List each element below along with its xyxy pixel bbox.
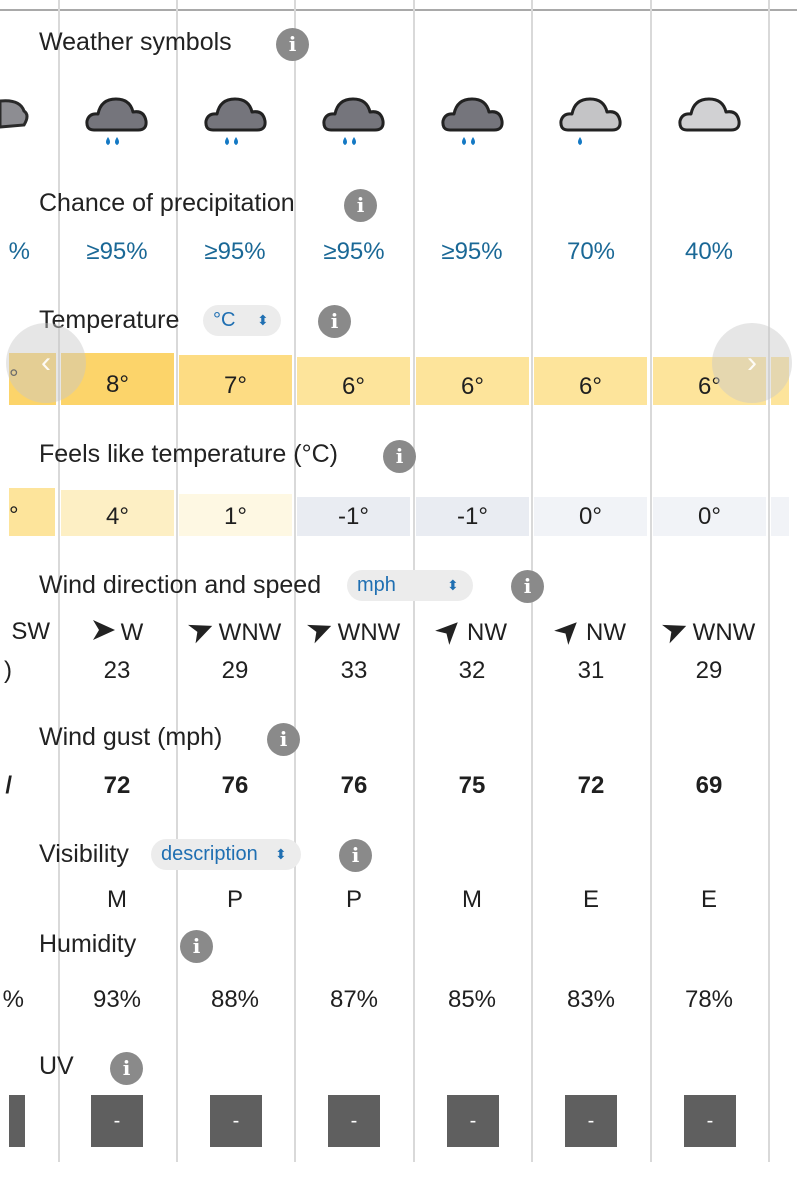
- wind-gust-title: Wind gust (mph): [39, 723, 223, 751]
- wind-speed: 29: [695, 657, 723, 684]
- humidity-value: 83%: [566, 986, 616, 1013]
- scroll-right-button[interactable]: ›: [712, 323, 792, 403]
- wind-arrow-icon: [304, 614, 337, 646]
- select-chevron-icon: ⬍: [275, 846, 287, 862]
- wind-speed: 32: [458, 657, 486, 684]
- wind-arrow-icon: [551, 612, 586, 647]
- top-divider: [0, 9, 797, 11]
- wind-speed: 23: [103, 657, 131, 684]
- wind-speed-partial: ): [4, 657, 12, 684]
- wind-title: Wind direction and speed: [39, 571, 322, 599]
- precipitation-partial: %: [8, 238, 30, 265]
- partial-cloud-icon: [0, 95, 30, 135]
- wind-gust: 72: [577, 772, 605, 799]
- uv-box: -: [210, 1095, 262, 1147]
- wind-arrow-icon: [432, 612, 467, 647]
- humidity-value: 93%: [92, 986, 142, 1013]
- uv-box: -: [91, 1095, 143, 1147]
- uv-box: -: [565, 1095, 617, 1147]
- temperature-cell: 6°: [534, 357, 647, 405]
- uv-box: -: [328, 1095, 380, 1147]
- wind-arrow-icon: [185, 614, 218, 646]
- uv-title: UV: [39, 1052, 74, 1080]
- humidity-value: 87%: [329, 986, 379, 1013]
- feels-like-cell: -1°: [297, 497, 410, 536]
- wind-gust: 76: [221, 772, 249, 799]
- wind-unit-value: mph: [357, 574, 396, 596]
- column-divider: [768, 0, 770, 1162]
- select-chevron-icon: ⬍: [447, 577, 459, 593]
- feels-like-info-icon[interactable]: i: [383, 440, 416, 473]
- temperature-cell: 6°: [297, 357, 410, 405]
- wind-arrow-icon: [659, 614, 692, 646]
- humidity-title: Humidity: [39, 930, 137, 958]
- precipitation-title: Chance of precipitation: [39, 189, 295, 217]
- wind-gust: 69: [695, 772, 723, 799]
- humidity-partial: %: [2, 986, 24, 1013]
- feels-like-cell-partial-right: [771, 497, 789, 536]
- wind-gust-info-icon[interactable]: i: [267, 723, 300, 756]
- humidity-value: 88%: [210, 986, 260, 1013]
- cloudy-icon: [677, 94, 743, 144]
- humidity-value: 78%: [684, 986, 734, 1013]
- wind-gust: 75: [458, 772, 486, 799]
- wind-direction: NW: [532, 618, 650, 647]
- temperature-unit-value: °C: [213, 309, 236, 331]
- select-chevron-icon: ⬍: [257, 312, 269, 328]
- precipitation-info-icon[interactable]: i: [344, 189, 377, 222]
- visibility-value: E: [700, 886, 717, 913]
- scroll-left-button[interactable]: ‹: [6, 323, 86, 403]
- feels-like-cell: 0°: [534, 497, 647, 536]
- wind-speed: 31: [577, 657, 605, 684]
- precipitation-value: 40%: [684, 238, 734, 265]
- temperature-cell: 6°: [653, 357, 766, 405]
- temperature-cell: 7°: [179, 355, 292, 405]
- temperature-info-icon[interactable]: i: [318, 305, 351, 338]
- heavy-rain-icon: [321, 94, 387, 152]
- heavy-rain-icon: [84, 94, 150, 152]
- visibility-value: M: [107, 886, 127, 913]
- feels-like-cell: -1°: [416, 497, 529, 536]
- wind-direction: NW: [413, 618, 531, 647]
- feels-like-cell: 4°: [61, 490, 174, 536]
- visibility-value: E: [582, 886, 599, 913]
- precipitation-value: ≥95%: [441, 238, 503, 265]
- wind-gust: 72: [103, 772, 131, 799]
- visibility-mode-value: description: [161, 843, 258, 865]
- uv-box: -: [447, 1095, 499, 1147]
- visibility-value: P: [226, 886, 243, 913]
- visibility-value: P: [345, 886, 362, 913]
- temperature-cell: 6°: [416, 357, 529, 405]
- weather-symbols-info-icon[interactable]: i: [276, 28, 309, 61]
- feels-like-title: Feels like temperature (°C): [39, 440, 338, 468]
- humidity-info-icon[interactable]: i: [180, 930, 213, 963]
- precipitation-value: ≥95%: [86, 238, 148, 265]
- heavy-rain-icon: [203, 94, 269, 152]
- wind-gust: 76: [340, 772, 368, 799]
- visibility-info-icon[interactable]: i: [339, 839, 372, 872]
- wind-info-icon[interactable]: i: [511, 570, 544, 603]
- wind-arrow-icon: [91, 618, 117, 642]
- feels-like-cell-partial: °: [9, 488, 55, 536]
- feels-like-cell: 1°: [179, 494, 292, 536]
- wind-direction: WNW: [650, 618, 768, 647]
- temperature-cell: 8°: [61, 353, 174, 405]
- wind-speed: 33: [340, 657, 368, 684]
- wind-direction: WNW: [295, 618, 413, 647]
- uv-box-partial: [9, 1095, 25, 1147]
- humidity-value: 85%: [447, 986, 497, 1013]
- temperature-unit-select[interactable]: [203, 305, 281, 336]
- wind-direction-partial: SW: [11, 618, 50, 645]
- wind-speed: 29: [221, 657, 249, 684]
- visibility-value: M: [462, 886, 482, 913]
- precipitation-value: ≥95%: [323, 238, 385, 265]
- visibility-title: Visibility: [39, 840, 129, 868]
- wind-direction: W: [58, 618, 176, 647]
- uv-box: -: [684, 1095, 736, 1147]
- light-rain-icon: [558, 94, 624, 152]
- wind-direction: WNW: [176, 618, 294, 647]
- wind-gust-partial: /: [5, 772, 12, 799]
- precipitation-value: ≥95%: [204, 238, 266, 265]
- temperature-title: Temperature: [39, 306, 180, 334]
- precipitation-value: 70%: [566, 238, 616, 265]
- feels-like-cell: 0°: [653, 497, 766, 536]
- heavy-rain-icon: [440, 94, 506, 152]
- temperature-cell-partial: °: [9, 353, 56, 405]
- visibility-mode-select[interactable]: [151, 839, 301, 870]
- weather-symbols-title: Weather symbols: [39, 28, 232, 56]
- uv-info-icon[interactable]: i: [110, 1052, 143, 1085]
- wind-unit-select[interactable]: [347, 570, 473, 601]
